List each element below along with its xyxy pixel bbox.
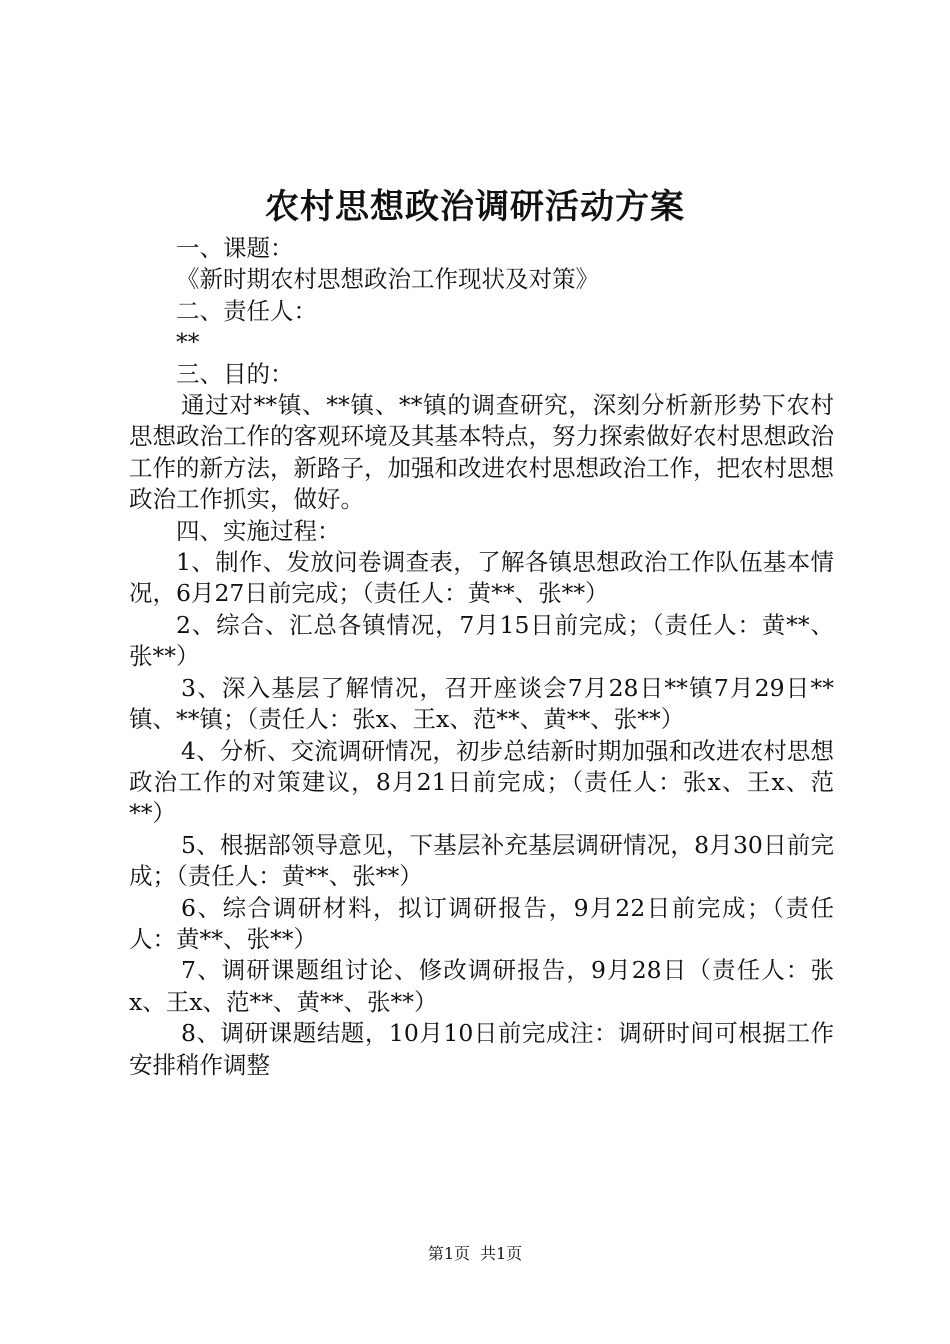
- process-step-8: 8、调研课题结题，10月10日前完成注：调研时间可根据工作安排稍作调整: [129, 1019, 834, 1079]
- page-total: 共1页: [480, 1244, 523, 1263]
- process-step-6: 6、综合调研材料，拟订调研报告，9月22日前完成；（责任人：黄**、张**）: [129, 893, 834, 953]
- section-heading-process: 四、实施过程：: [176, 516, 341, 545]
- process-step-7: 7、调研课题组讨论、修改调研报告，9月28日（责任人：张x、王x、范**、黄**、张**）: [129, 956, 834, 1016]
- section-heading-responsible: 二、责任人：: [176, 296, 317, 325]
- process-step-1: 1、制作、发放问卷调查表，了解各镇思想政治工作队伍基本情况，6月27日前完成；（责任人：黄**、张**）: [129, 548, 834, 608]
- document-body: [129, 233, 834, 1081]
- topic-text: 《新时期农村思想政治工作现状及对策》: [176, 265, 599, 294]
- document-title: 农村思想政治调研活动方案: [265, 187, 685, 227]
- responsible-text: **: [176, 328, 200, 357]
- process-step-5: 5、根据部领导意见，下基层补充基层调研情况，8月30日前完成；（责任人：黄**、张**）: [129, 830, 834, 891]
- process-step-2: 2、综合、汇总各镇情况，7月15日前完成；（责任人：黄**、张**）: [129, 610, 834, 671]
- process-step-3: 3、深入基层了解情况，召开座谈会7月28日**镇7月29日**镇、**镇；（责任人：张x、王x、范**、黄**、张**）: [129, 673, 834, 734]
- purpose-text: 通过对**镇、**镇、**镇的调查研究，深刻分析新形势下农村思想政治工作的客观环境及其基本特点，努力探索做好农村思想政治工作的新方法，新路子，加强和改进农村思想政治工作，把农村思想政治工作抓实，做好。: [129, 391, 834, 514]
- process-step-4: 4、分析、交流调研情况，初步总结新时期加强和改进农村思想政治工作的对策建议，8月21日前完成；（责任人：张x、王x、范**）: [129, 736, 834, 828]
- section-heading-purpose: 三、目的：: [176, 359, 294, 388]
- section-heading-topic: 一、课题：: [176, 234, 294, 262]
- page-number: 第1页: [427, 1244, 470, 1263]
- page-footer: [0, 1242, 950, 1266]
